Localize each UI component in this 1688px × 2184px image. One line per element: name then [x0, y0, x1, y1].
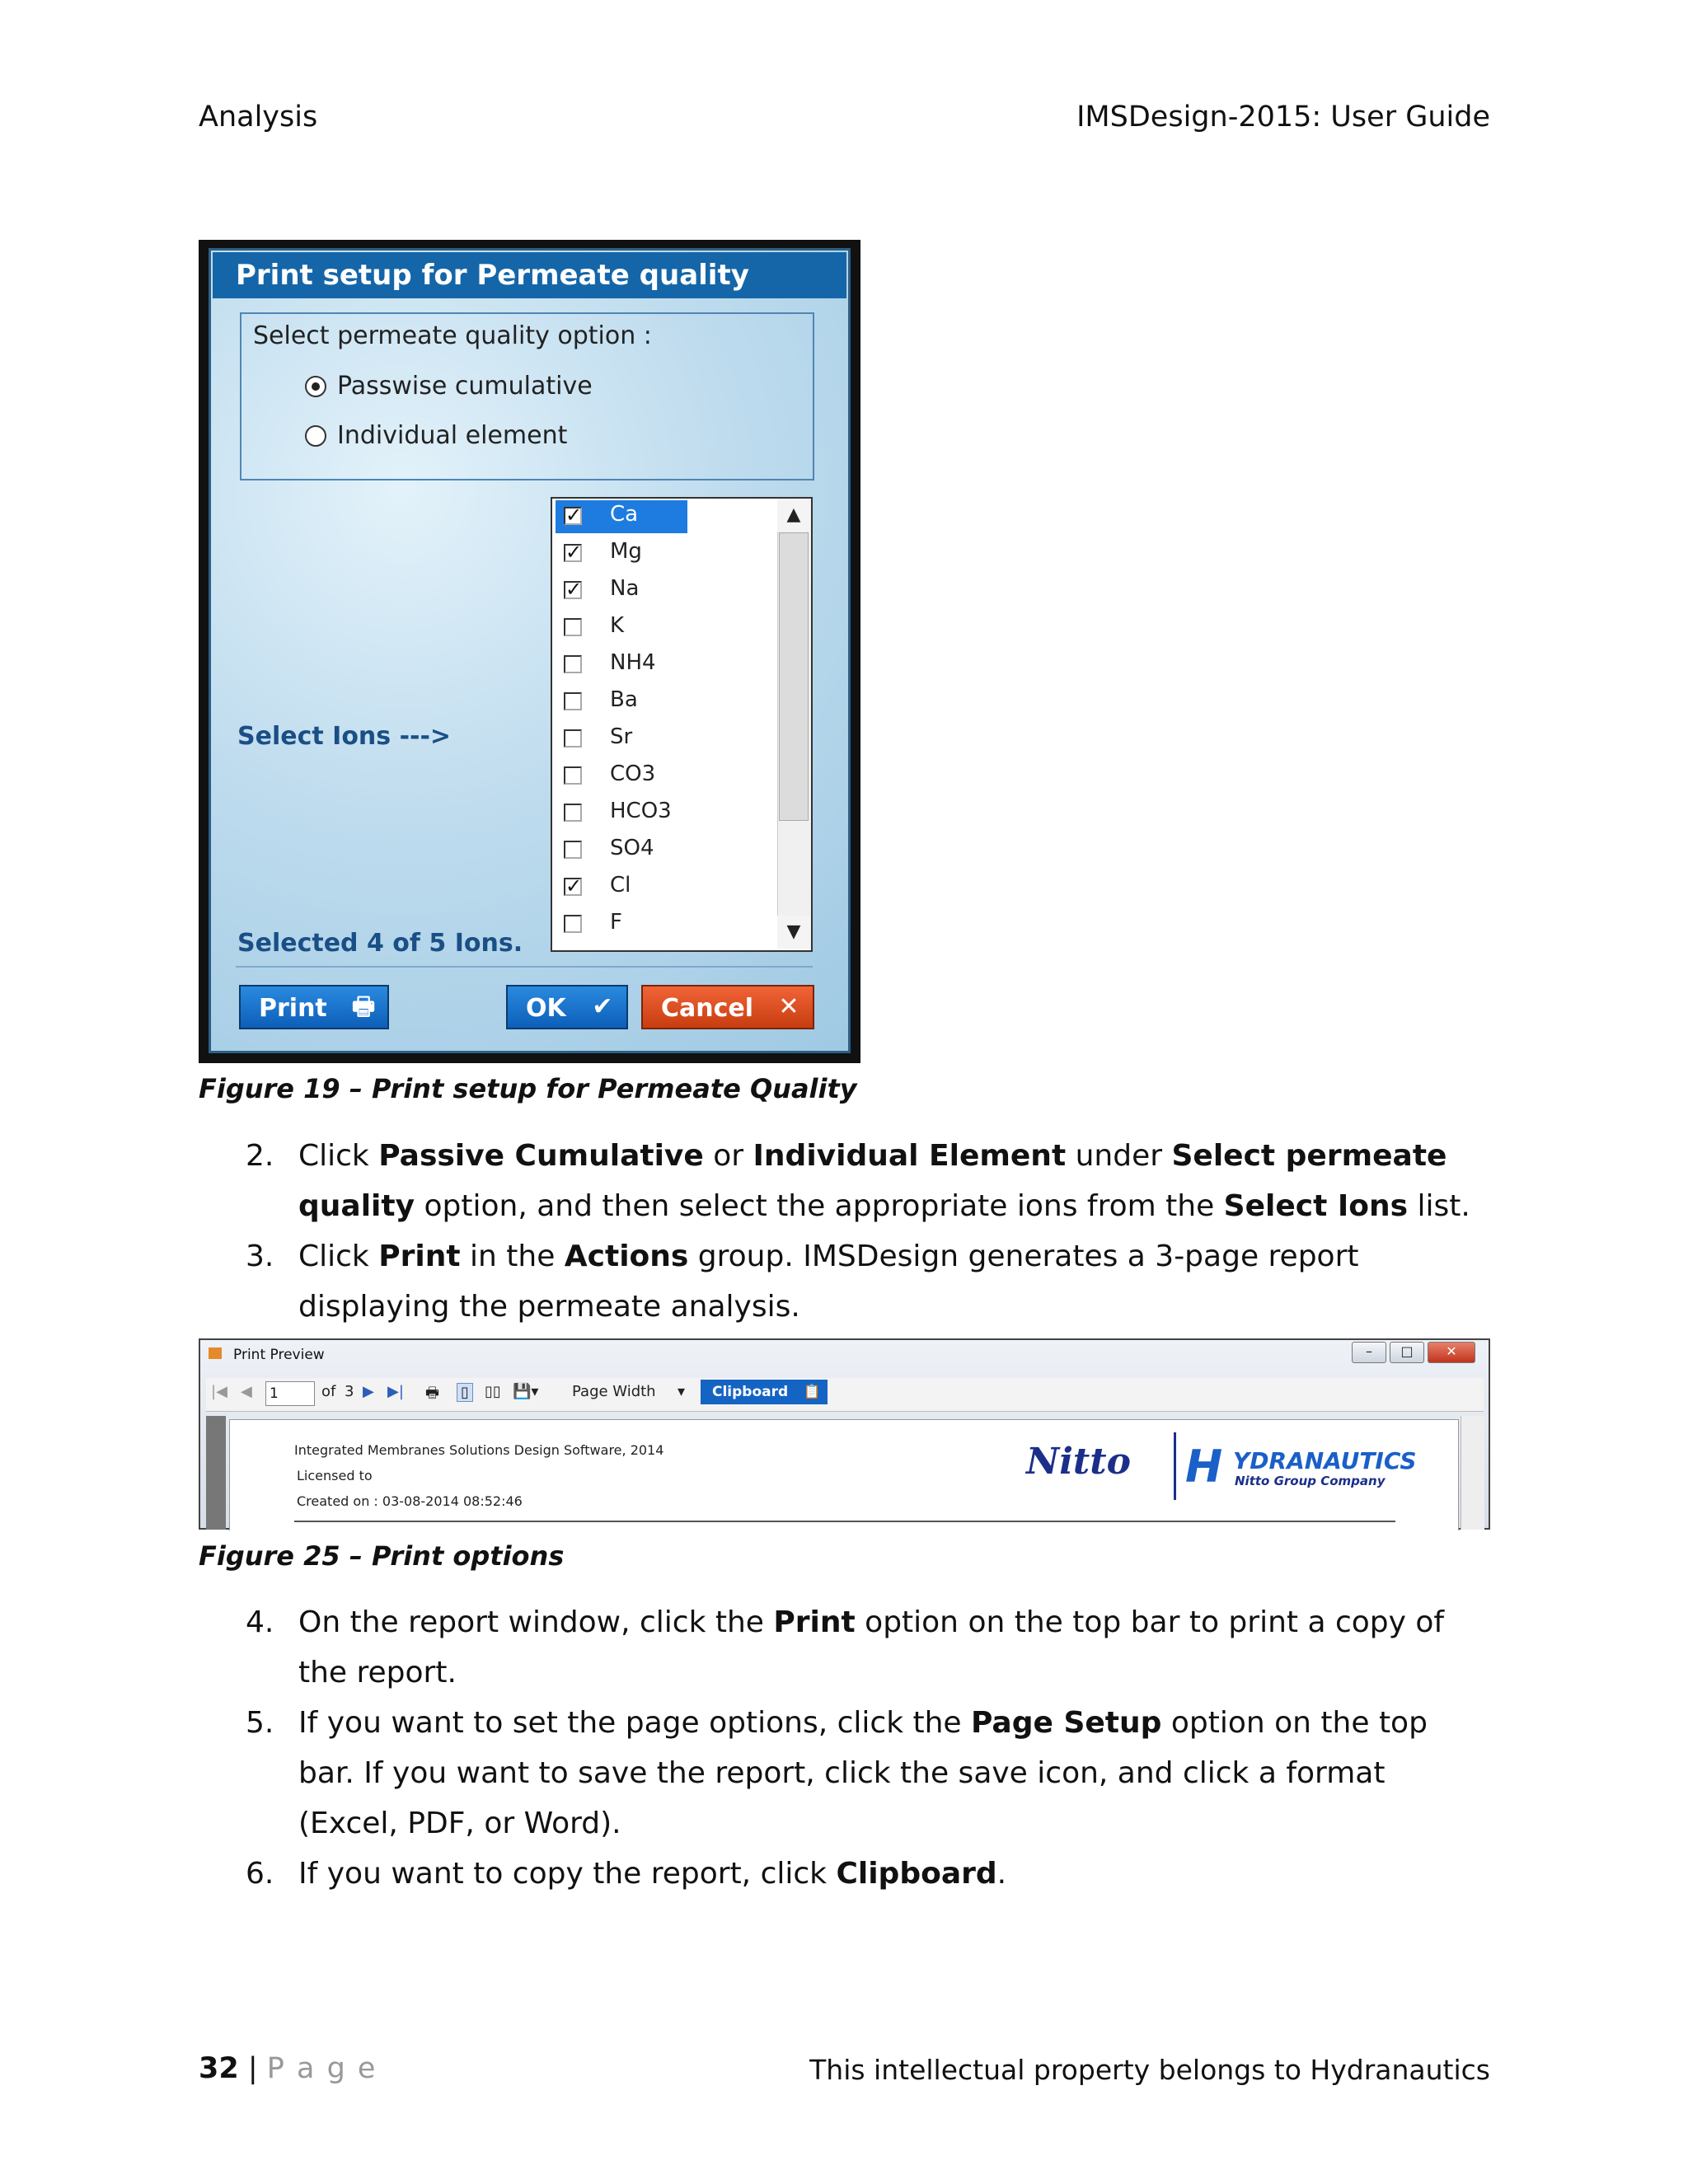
list-item[interactable]: Sr	[564, 723, 679, 756]
radio-passwise-label: Passwise cumulative	[337, 372, 593, 401]
checkbox-cl[interactable]: ✓	[565, 874, 583, 898]
dialog-separator	[236, 966, 813, 968]
header-right: IMSDesign-2015: User Guide	[1076, 101, 1490, 134]
maximize-icon[interactable]: □	[1390, 1342, 1424, 1363]
clipboard-icon: 📋	[803, 1384, 821, 1400]
printer-icon: 🖶	[351, 992, 376, 1021]
checkbox-nh4[interactable]	[564, 655, 582, 673]
footer-right: This intellectual property belongs to Hydranautics	[809, 2054, 1490, 2086]
step-2: 2. Click Passive Cumulative or Individual Element under Select permeate quality option, and then select the appropriate ions from the Select Ions list.	[246, 1139, 1470, 1223]
hydranautics-subtitle: Nitto Group Company	[1235, 1474, 1386, 1488]
step-5: 5. If you want to set the page options, click the Page Setup option on the top bar. If you want to save the report, click the save icon, and click a format (Excel, PDF, or Word).	[246, 1706, 1428, 1840]
zoom-dropdown-icon[interactable]: ▾	[678, 1383, 686, 1400]
checkmark-icon: ✔	[592, 992, 613, 1021]
print-preview-app-icon	[209, 1347, 222, 1359]
list-item[interactable]: ✓ Cl	[565, 873, 631, 898]
scrollbar-thumb[interactable]	[779, 532, 809, 821]
radio-individual[interactable]	[305, 425, 326, 447]
checkbox-f[interactable]	[564, 915, 582, 933]
scroll-up-icon[interactable]: ▲	[777, 499, 810, 532]
clipboard-button[interactable]: Clipboard 📋	[701, 1380, 828, 1404]
header-left: Analysis	[199, 101, 318, 134]
preview-left-margin	[206, 1416, 226, 1530]
list-item[interactable]: CO3	[564, 760, 679, 793]
list-item[interactable]: HCO3	[564, 797, 679, 830]
checkbox-ca[interactable]: ✓	[565, 504, 583, 527]
list-item[interactable]: K	[564, 612, 679, 644]
radio-individual-label: Individual element	[337, 421, 568, 450]
next-page-icon[interactable]: ▶	[363, 1383, 374, 1400]
list-item[interactable]: ✓ Na	[565, 576, 640, 601]
step-3: 3. Click Print in the Actions group. IMSDesign generates a 3-page report displaying the permeate analysis.	[246, 1240, 1359, 1324]
hydranautics-h-logo: H	[1185, 1441, 1223, 1493]
steps-list-b	[246, 1597, 1490, 1899]
steps-list-a	[246, 1131, 1490, 1332]
page-number-input[interactable]: 1	[265, 1381, 315, 1406]
quality-option-label: Select permeate quality option :	[253, 321, 652, 350]
report-line-1: Integrated Membranes Solutions Design Software, 2014	[294, 1442, 664, 1458]
list-item[interactable]: SO4	[564, 834, 679, 867]
checkbox-so4[interactable]	[564, 841, 582, 859]
checkbox-mg[interactable]: ✓	[565, 541, 583, 564]
two-pages-icon[interactable]: ▯▯	[485, 1383, 501, 1400]
checkbox-co3[interactable]	[564, 766, 582, 785]
last-page-icon[interactable]: ▶|	[387, 1383, 404, 1400]
list-item[interactable]: F	[564, 908, 679, 941]
total-pages: 3	[345, 1383, 354, 1400]
list-item[interactable]: ✓ Mg	[565, 539, 642, 564]
preview-scrollbar[interactable]	[1461, 1416, 1484, 1530]
of-label: of	[321, 1383, 336, 1400]
ok-button[interactable]: OK ✔	[506, 985, 628, 1029]
window-close-icon[interactable]: ✕	[1428, 1342, 1475, 1363]
footer-page: 32 | P a g e	[199, 2052, 377, 2085]
checkbox-na[interactable]: ✓	[565, 578, 583, 601]
radio-passwise[interactable]	[305, 376, 326, 397]
figure-25-caption: Figure 25 – Print options	[199, 1540, 565, 1572]
print-button[interactable]: Print 🖶	[239, 985, 389, 1029]
report-line-3: Created on : 03-08-2014 08:52:46	[297, 1493, 523, 1509]
checkbox-ba[interactable]	[564, 692, 582, 710]
select-ions-label: Select Ions --->	[237, 722, 452, 751]
checkbox-sr[interactable]	[564, 729, 582, 748]
step-6: 6. If you want to copy the report, click Clipboard.	[246, 1857, 1007, 1891]
dialog-title: Print setup for Permeate quality	[213, 252, 846, 298]
prev-page-icon[interactable]: ◀	[241, 1383, 252, 1400]
print-icon[interactable]: 🖶	[425, 1385, 439, 1402]
list-item[interactable]: ✓ Ca	[556, 500, 687, 533]
single-page-icon[interactable]: ▯	[457, 1383, 473, 1402]
hydranautics-logo: YDRANAUTICS	[1233, 1447, 1417, 1474]
checkbox-hco3[interactable]	[564, 804, 582, 822]
minimize-icon[interactable]: –	[1352, 1342, 1386, 1363]
cancel-button[interactable]: Cancel ✕	[641, 985, 814, 1029]
figure-19-caption: Figure 19 – Print setup for Permeate Quality	[199, 1073, 857, 1104]
zoom-select[interactable]: Page Width	[572, 1383, 656, 1400]
nitto-logo: Nitto	[1026, 1441, 1131, 1483]
print-preview-title: Print Preview	[233, 1347, 325, 1363]
checkbox-k[interactable]	[564, 618, 582, 636]
logo-divider	[1174, 1432, 1176, 1500]
close-icon: ✕	[778, 992, 799, 1021]
list-item[interactable]: NH4	[564, 649, 679, 682]
page-number: 32	[199, 2052, 239, 2085]
ions-listbox[interactable]	[551, 497, 813, 952]
report-line-2: Licensed to	[297, 1468, 373, 1483]
step-4: 4. On the report window, click the Print option on the top bar to print a copy of the report.	[246, 1605, 1445, 1690]
scroll-down-icon[interactable]: ▼	[777, 916, 810, 949]
first-page-icon[interactable]: |◀	[211, 1383, 227, 1400]
selected-count-label: Selected 4 of 5 Ions.	[237, 929, 523, 958]
list-item[interactable]: Ba	[564, 686, 679, 719]
save-icon[interactable]: 💾▾	[513, 1383, 539, 1400]
report-rule	[294, 1521, 1395, 1522]
